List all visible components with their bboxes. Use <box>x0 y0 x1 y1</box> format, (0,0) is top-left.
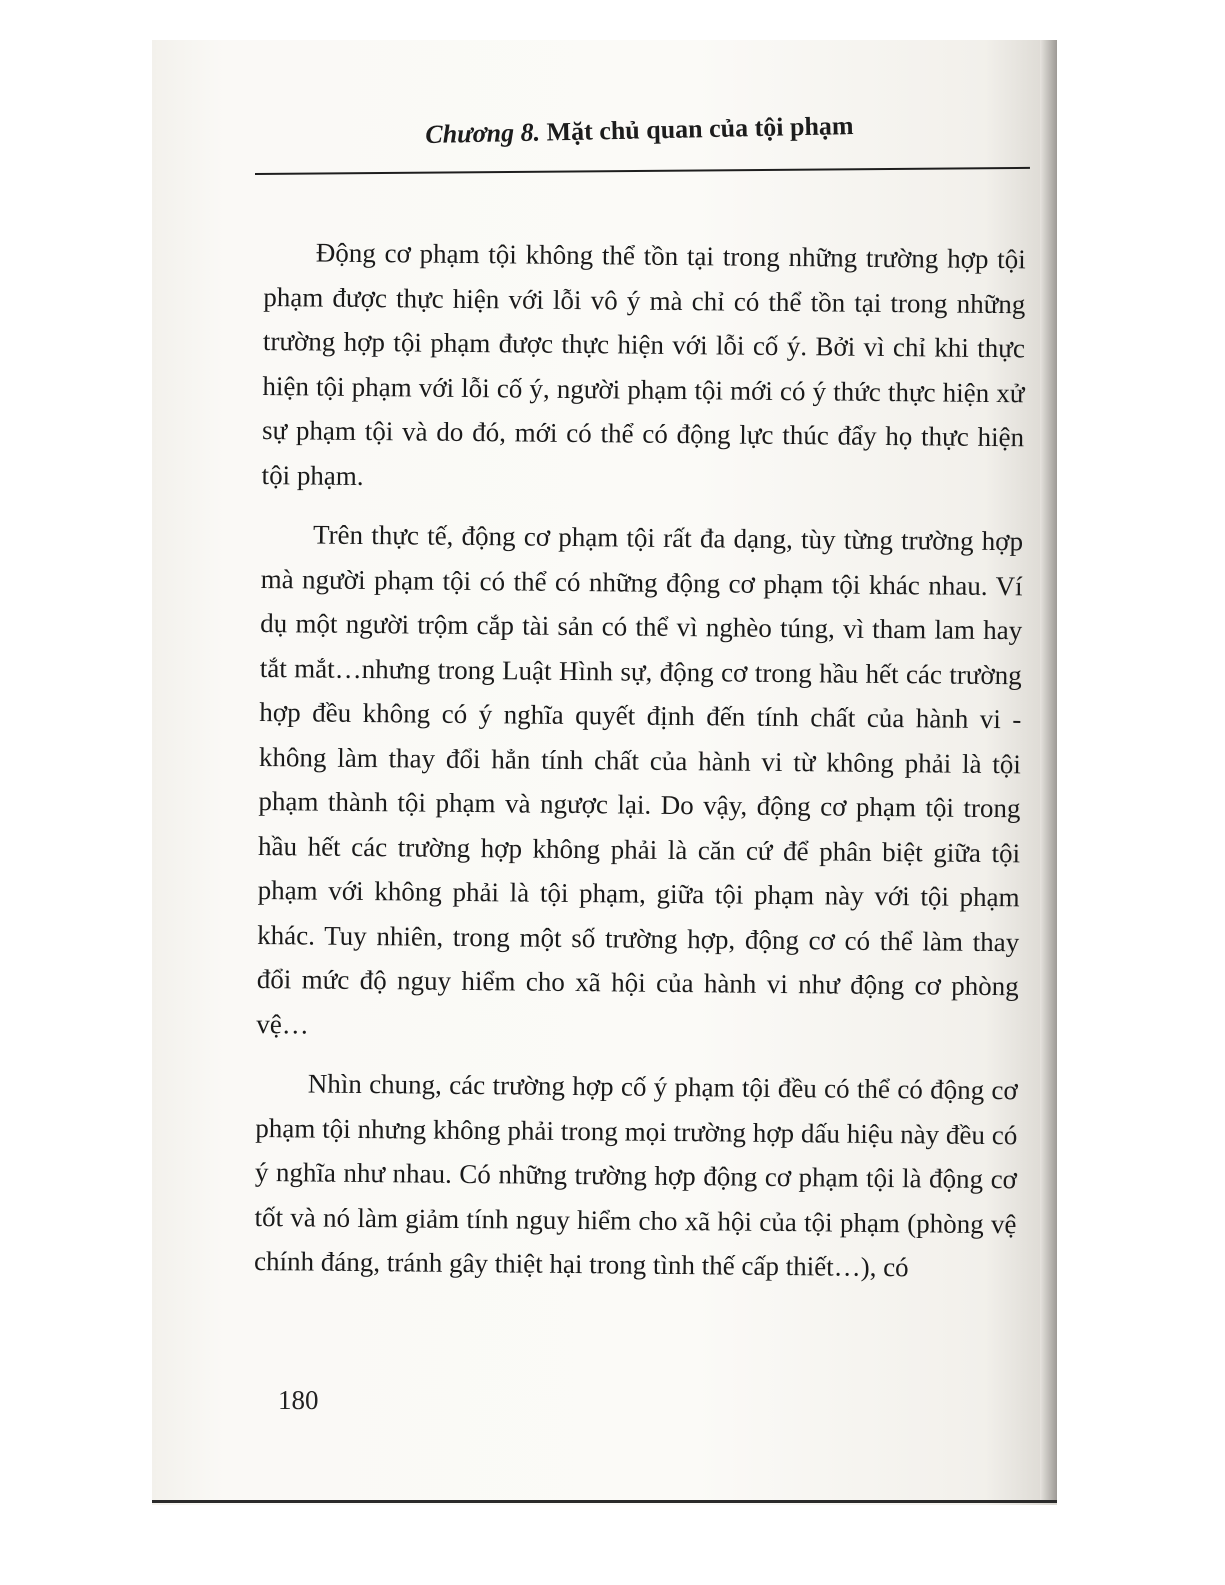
paragraph-3: Nhìn chung, các trường hợp cố ý phạm tội đều có thể có động cơ phạm tội nhưng không phải trong mọi trường hợp dấu hiệu này đều có ý nghĩa như nhau. Có những trường hợp động cơ phạm tội là động cơ tốt và nó làm giảm tính nguy hiểm cho xã hội của tội phạm (phòng vệ chính đáng, tránh gây thiệt hại trong tình thế cấp thiết…), có <box>253 1068 1018 1283</box>
chapter-number: Chương 8. <box>425 117 541 149</box>
paragraph-1: Động cơ phạm tội không thể tồn tại trong những trường hợp tội phạm được thực hiện với lỗi vô ý mà chỉ có thể tồn tại trong những trường hợp tội phạm được thực hiện với lỗi cố ý. Bởi vì chỉ khi thực hiện tội phạm với lỗi cố ý, người phạm tội mới có ý thức thực hiện xử sự phạm tội và do đó, mới có thể có động lực thúc đẩy họ thực hiện tội phạm. <box>261 237 1026 491</box>
body-text <box>254 230 1026 1291</box>
paragraph-2: Trên thực tế, động cơ phạm tội rất đa dạng, tùy từng trường hợp mà người phạm tội có thể có những động cơ phạm tội khác nhau. Ví dụ một người trộm cắp tài sản có thể vì nghèo túng, vì tham lam hay tắt mắt…nhưng trong Luật Hình sự, động cơ trong hầu hết các trường hợp đều không có ý nghĩa quyết định đến tính chất của hành vi - không làm thay đổi hẳn tính chất của hành vi từ không phải là tội phạm thành tội phạm và ngược lại. Do vậy, động cơ phạm tội trong hầu hết các trường hợp không phải là căn cứ để phân biệt giữa tội phạm với không phải là tội phạm, giữa tội phạm này với tội phạm khác. Tuy nhiên, trong một số trường hợp, động cơ có thể làm thay đổi mức độ nguy hiểm cho xã hội của hành vi như động cơ phòng vệ… <box>256 519 1024 1039</box>
page-bottom-edge <box>152 1500 1057 1503</box>
chapter-title: Mặt chủ quan của tội phạm <box>546 111 854 147</box>
page-spine-shadow <box>1040 40 1057 1503</box>
page-number: 180 <box>278 1385 319 1415</box>
